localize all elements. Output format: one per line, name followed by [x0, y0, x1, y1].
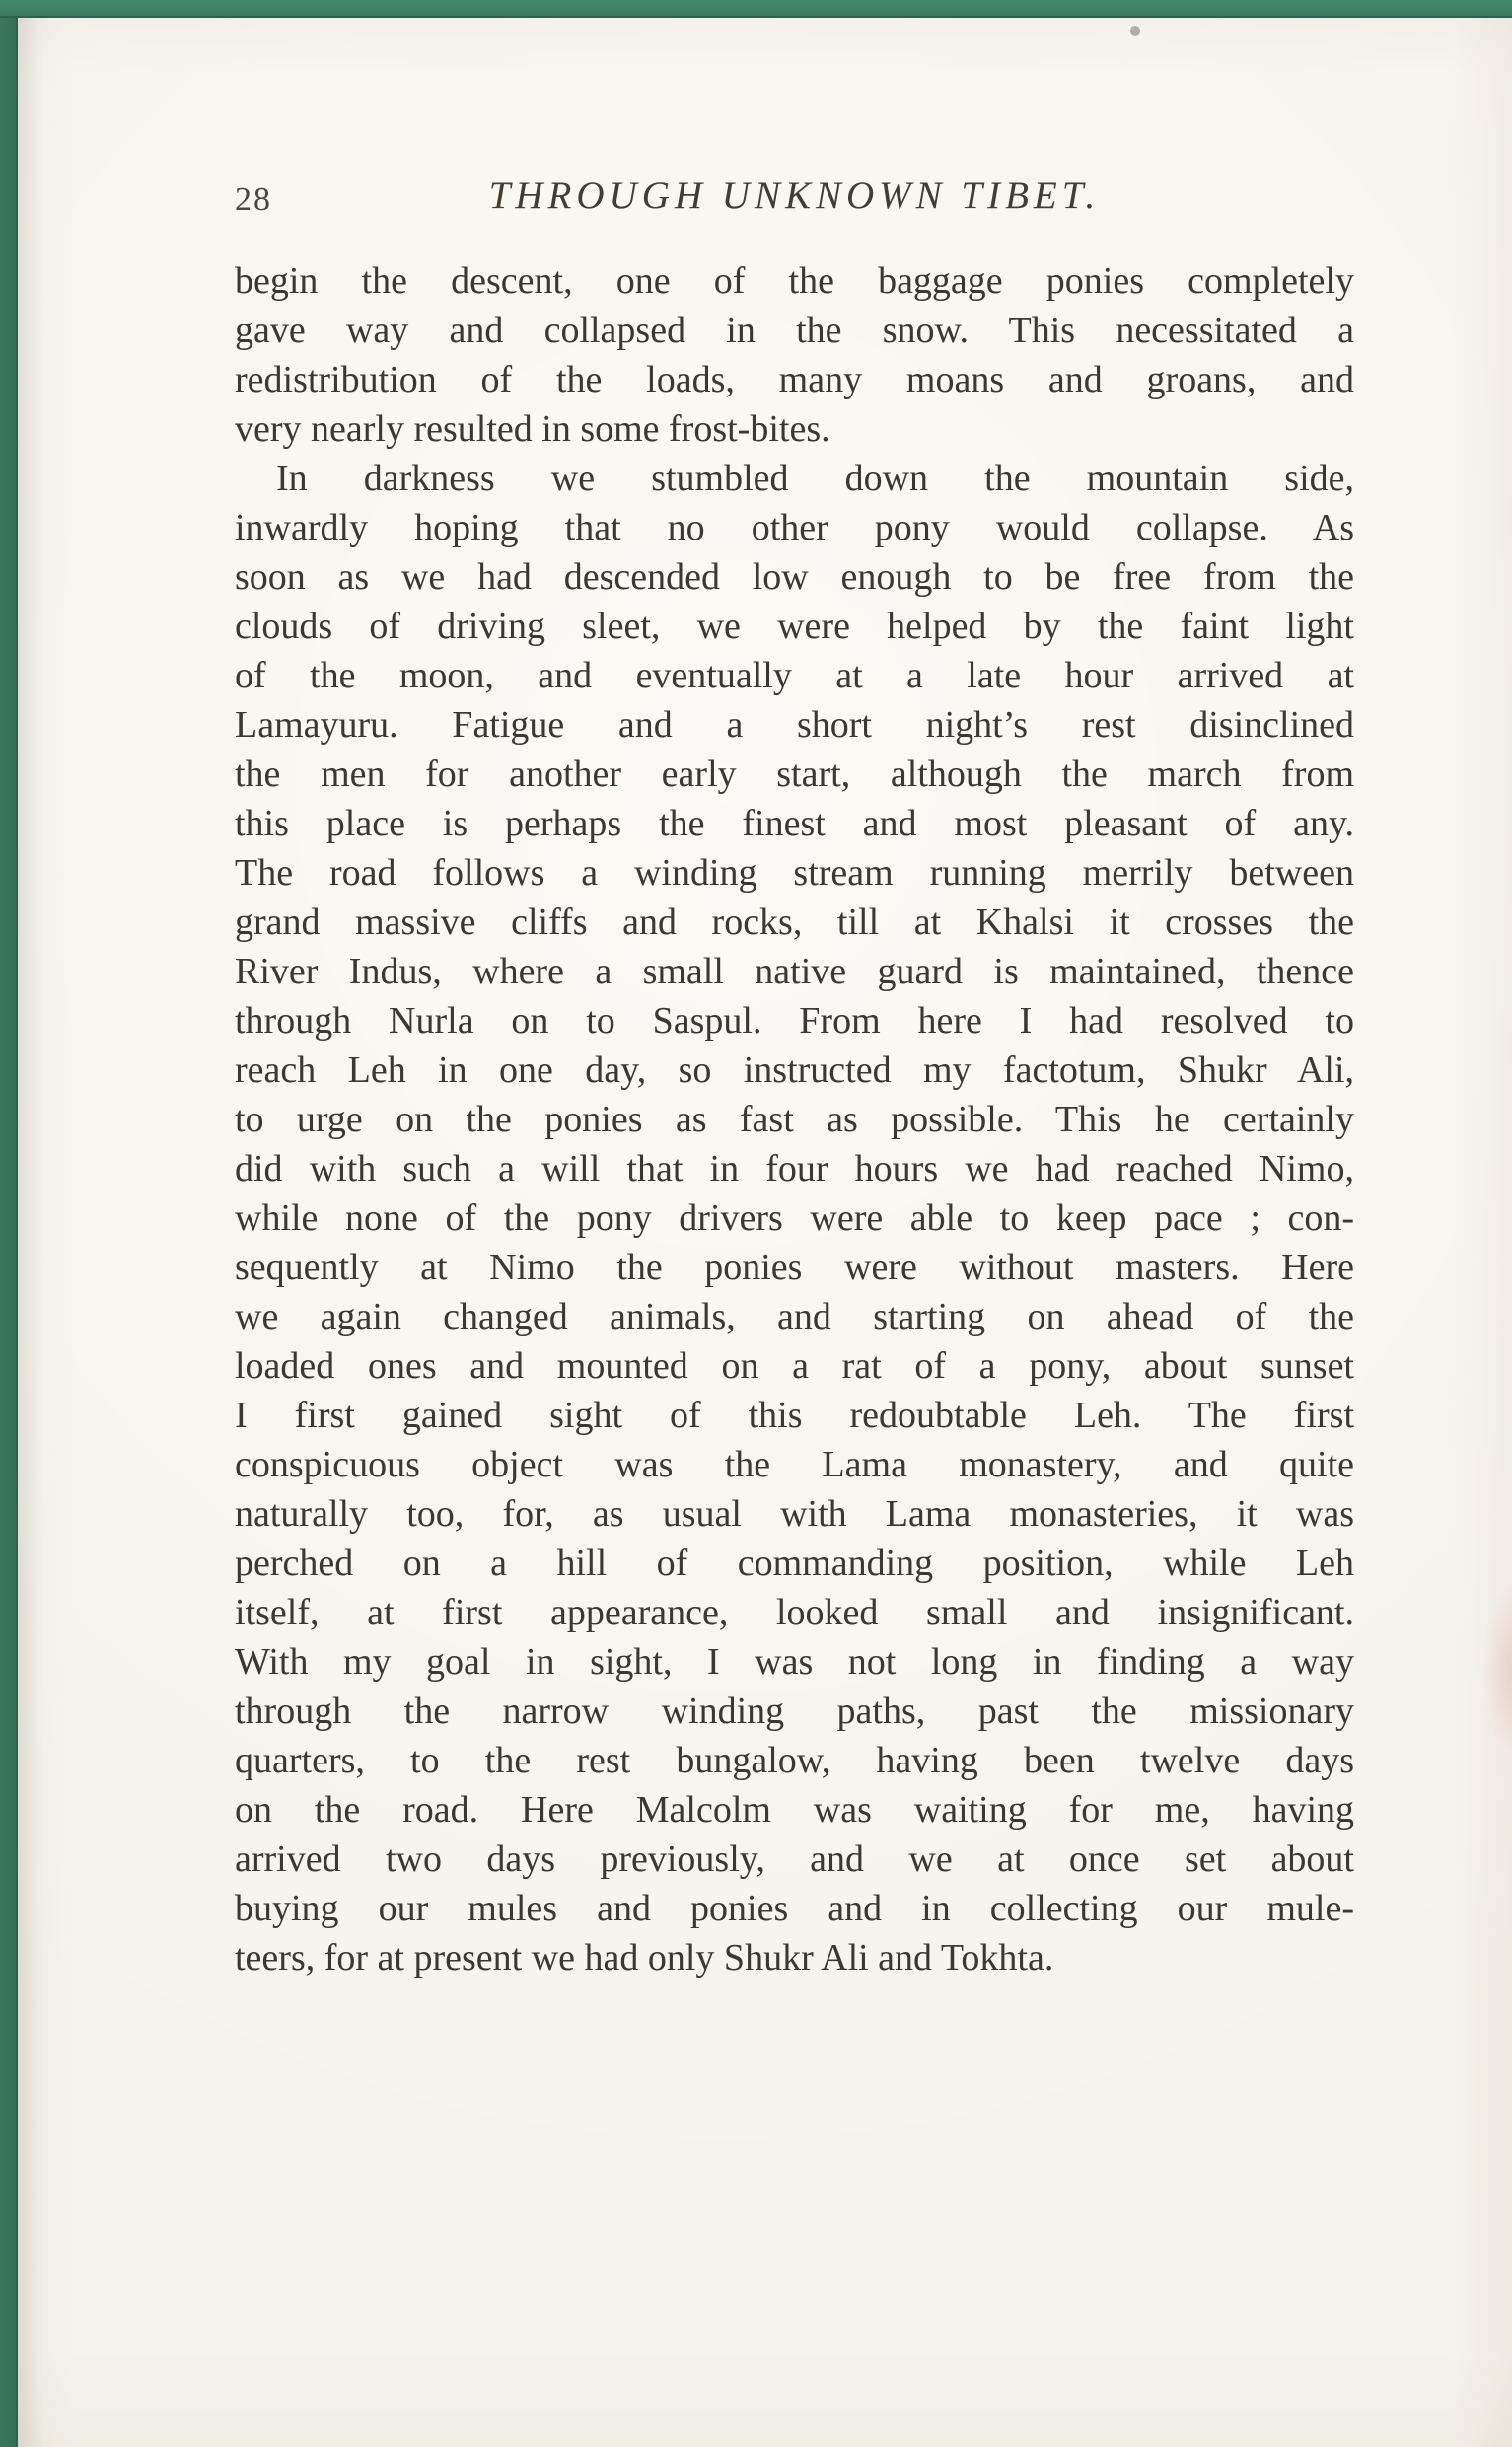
text-line: through the narrow winding paths, past the missionary	[235, 1691, 1354, 1732]
text-line: clouds of driving sleet, we were helped by the faint light	[235, 606, 1354, 647]
running-header-title: THROUGH UNKNOWN TIBET.	[488, 175, 1101, 217]
text-line: while none of the pony drivers were able to keep pace ; con-	[235, 1197, 1354, 1239]
text-line: With my goal in sight, I was not long in finding a way	[235, 1641, 1354, 1683]
text-line: soon as we had descended low enough to be free from the	[235, 556, 1354, 598]
text-line: itself, at first appearance, looked small and insignificant.	[235, 1592, 1354, 1633]
text-line: begin the descent, one of the baggage ponies completely	[235, 260, 1354, 302]
text-line: on the road. Here Malcolm was waiting for me, having	[235, 1789, 1354, 1831]
text-line: gave way and collapsed in the snow. This necessitated a	[235, 310, 1354, 351]
binding-edge-left	[0, 0, 18, 2447]
text-line: teers, for at present we had only Shukr Ali and Tokhta.	[235, 1937, 1054, 1979]
text-line: through Nurla on to Saspul. From here I had resolved to	[235, 1000, 1354, 1042]
gutter-shadow	[18, 0, 43, 2447]
text-line: we again changed animals, and starting on ahead of the	[235, 1296, 1354, 1337]
text-line: Lamayuru. Fatigue and a short night’s rest disinclined	[235, 704, 1354, 746]
page-number: 28	[235, 181, 272, 218]
text-line: this place is perhaps the finest and most pleasant of any.	[235, 803, 1354, 844]
text-line: In darkness we stumbled down the mountain side,	[276, 458, 1354, 499]
text-line: did with such a will that in four hours we had reached Nimo,	[235, 1148, 1354, 1189]
text-line: very nearly resulted in some frost-bites.	[235, 408, 830, 450]
text-line: reach Leh in one day, so instructed my factotum, Shukr Ali,	[235, 1049, 1354, 1091]
text-line: I first gained sight of this redoubtable Leh. The first	[235, 1395, 1354, 1436]
text-line: to urge on the ponies as fast as possible. This he certainly	[235, 1099, 1354, 1140]
text-line: redistribution of the loads, many moans and groans, and	[235, 359, 1354, 400]
scan-artifact-dot	[1130, 26, 1140, 36]
text-line: grand massive cliffs and rocks, till at Khalsi it crosses the	[235, 901, 1354, 943]
text-line: buying our mules and ponies and in collecting our mule-	[235, 1888, 1354, 1929]
text-line: the men for another early start, although the march from	[235, 754, 1354, 795]
text-line: naturally too, for, as usual with Lama monasteries, it was	[235, 1493, 1354, 1535]
page-header	[235, 174, 1354, 229]
text-line: perched on a hill of commanding position, while Leh	[235, 1543, 1354, 1584]
text-line: of the moon, and eventually at a late hour arrived at	[235, 655, 1354, 696]
text-line: sequently at Nimo the ponies were without masters. Here	[235, 1247, 1354, 1288]
binding-edge-top	[0, 0, 1512, 18]
text-line: quarters, to the rest bungalow, having been twelve days	[235, 1740, 1354, 1781]
text-line: River Indus, where a small native guard is maintained, thence	[235, 951, 1354, 992]
text-line: inwardly hoping that no other pony would collapse. As	[235, 507, 1354, 548]
scan-smudge	[1482, 1588, 1512, 1756]
text-line: arrived two days previously, and we at once set about	[235, 1838, 1354, 1880]
text-line: conspicuous object was the Lama monastery, and quite	[235, 1444, 1354, 1485]
text-line: The road follows a winding stream running merrily between	[235, 852, 1354, 894]
body-text	[235, 256, 1354, 1982]
text-line: loaded ones and mounted on a rat of a pony, about sunset	[235, 1345, 1354, 1387]
